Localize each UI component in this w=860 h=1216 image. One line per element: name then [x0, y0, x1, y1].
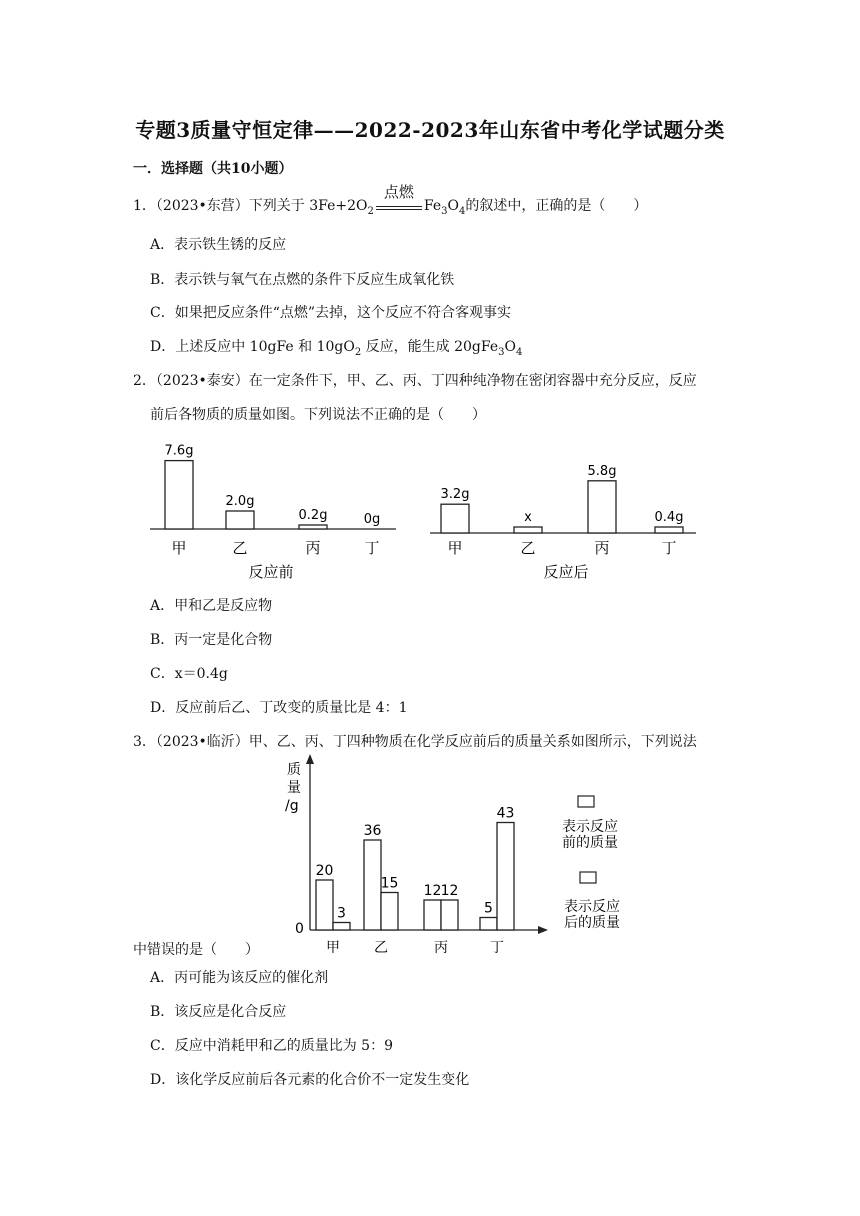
- bar-yi: [226, 511, 254, 529]
- legend-label: 表示反应: [564, 899, 620, 915]
- category-label: 乙: [520, 539, 536, 557]
- chart-after-reaction: [428, 432, 698, 588]
- category-label: 甲: [171, 539, 187, 557]
- bar-before: [316, 880, 333, 930]
- q1-option-b: B．表示铁与氧气在点燃的条件下反应生成氧化铁: [150, 272, 455, 288]
- bar-value-label: 36: [363, 823, 382, 839]
- category-label: 乙: [374, 940, 388, 956]
- q1-product-o: O: [447, 198, 459, 214]
- reaction-arrow: [374, 183, 424, 216]
- category-label: 乙: [232, 539, 248, 557]
- bar-jia: [441, 504, 469, 533]
- bar-value-label: 12: [423, 883, 442, 899]
- q2-option-d: D．反应前后乙、丁改变的质量比是 4：1: [150, 700, 408, 716]
- bar-bing: [588, 481, 616, 533]
- q1-option-a: A．表示铁生锈的反应: [150, 237, 287, 253]
- page-title: 专题3质量守恒定律——2022-2023年山东省中考化学试题分类: [135, 118, 725, 142]
- legend-label: 表示反应: [562, 819, 618, 835]
- bar-yi: [514, 527, 542, 533]
- q3-option-c: C．反应中消耗甲和乙的质量比为 5：9: [150, 1038, 393, 1054]
- bar-after: [497, 823, 514, 931]
- y-axis-label: 质: [287, 762, 301, 778]
- category-label: 丙: [594, 539, 610, 557]
- category-label: 丁: [364, 539, 380, 557]
- category-label: 丁: [490, 940, 504, 956]
- bar-before: [364, 840, 381, 930]
- bar-value-label: 12: [440, 883, 459, 899]
- chart-title: 反应前: [248, 563, 294, 581]
- legend-swatch-after: [580, 872, 596, 883]
- question-3-line1: 3．（2023•临沂）甲、乙、丙、丁四种物质在化学反应前后的质量关系如图所示，下列说法: [133, 734, 697, 750]
- chart-before-reaction: [148, 432, 398, 588]
- bar-value-label: 15: [380, 875, 399, 892]
- bar-value-label: 20: [315, 863, 334, 879]
- bar-value-label: 0.2g: [298, 508, 328, 523]
- question-3-line2: 中错误的是（ ）: [133, 942, 259, 958]
- q3-option-a: A．丙可能为该反应的催化剂: [150, 970, 329, 986]
- legend-label: 后的质量: [564, 915, 620, 931]
- q1-fe-subscript: 3: [441, 205, 448, 217]
- category-label: 丙: [305, 539, 321, 557]
- bar-value-label: 7.6g: [164, 443, 194, 459]
- bar-value-label: 0g: [363, 512, 381, 527]
- bar-value-label: 3.2g: [440, 487, 470, 503]
- bar-value-label: 43: [496, 805, 515, 822]
- q1-o-subscript: 4: [458, 205, 466, 217]
- y-axis-label: /g: [285, 798, 299, 814]
- bar-before: [424, 900, 441, 930]
- chart-title: 反应后: [543, 563, 589, 581]
- chart-mass-comparison: [280, 752, 650, 960]
- q2-option-a: A．甲和乙是反应物: [150, 598, 273, 614]
- q3-option-b: B．该反应是化合反应: [150, 1004, 287, 1020]
- legend-label: 前的质量: [562, 835, 618, 851]
- y-axis-label: 量: [287, 780, 301, 796]
- category-label: 丁: [661, 539, 677, 557]
- bar-value-label: x: [524, 510, 532, 525]
- q2-option-c: C．x＝0.4g: [150, 666, 228, 682]
- bar-before: [480, 918, 497, 931]
- question-2-line2: 前后各物质的质量如图。下列说法不正确的是（ ）: [150, 407, 486, 423]
- q1-product-fe: Fe: [423, 198, 442, 214]
- bar-after: [381, 893, 398, 931]
- bar-bing: [299, 525, 327, 529]
- bar-ding: [655, 527, 683, 533]
- bar-value-label: 5: [484, 900, 493, 917]
- category-label: 甲: [326, 940, 340, 956]
- bar-after: [333, 923, 350, 931]
- reaction-condition: 点燃: [383, 183, 414, 201]
- category-label: 丙: [434, 940, 448, 956]
- bar-value-label: 2.0g: [225, 494, 255, 509]
- q1-prefix: 1．（2023•东营）下列关于 3Fe+2O: [133, 198, 368, 214]
- zero-label: 0: [295, 921, 304, 937]
- bar-value-label: 0.4g: [654, 510, 684, 525]
- bar-value-label: 3: [337, 905, 346, 922]
- legend-swatch-before: [578, 796, 594, 807]
- q1-option-c: C．如果把反应条件“点燃”去掉，这个反应不符合客观事实: [150, 305, 512, 321]
- bar-after: [441, 900, 458, 930]
- question-2-line1: 2．（2023•泰安）在一定条件下，甲、乙、丙、丁四种纯净物在密闭容器中充分反应，反应: [133, 373, 697, 389]
- q3-option-d: D．该化学反应前后各元素的化合价不一定发生变化: [150, 1072, 470, 1088]
- q1-suffix: 的叙述中，正确的是（ ）: [465, 198, 648, 214]
- bar-value-label: 5.8g: [587, 463, 617, 479]
- q2-option-b: B．丙一定是化合物: [150, 632, 273, 648]
- q1-o2-subscript: 2: [367, 205, 374, 217]
- category-label: 甲: [447, 539, 463, 557]
- question-1: [133, 183, 648, 222]
- q1-option-d: D．上述反应中 10gFe 和 $10gO_2$ 反应，能生成 $20gFe_3O_4$: [150, 339, 523, 358]
- bar-jia: [165, 461, 193, 529]
- section-heading: 一．选择题（共10小题）: [133, 161, 293, 177]
